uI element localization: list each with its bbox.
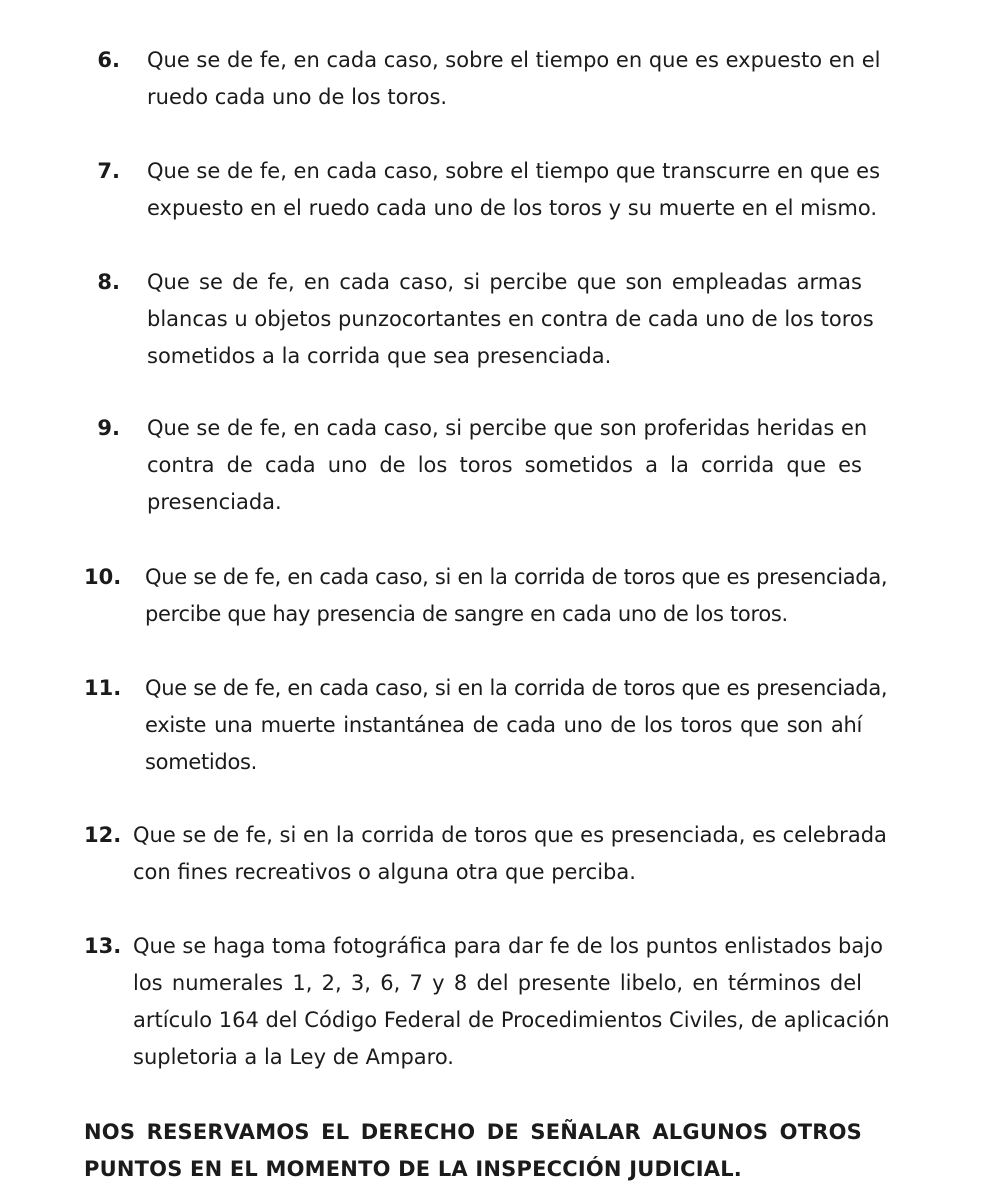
text-line: sometidos. bbox=[145, 750, 258, 774]
list-item-13 bbox=[0, 928, 992, 1076]
text-line: blancas u objetos punzocortantes en contra de cada uno de los toros bbox=[147, 307, 874, 331]
list-item-11 bbox=[0, 670, 992, 781]
text-line: Que se de fe, en cada caso, sobre el tiempo en que es expuesto en el bbox=[147, 48, 881, 72]
item-number: 7. bbox=[97, 159, 120, 183]
text-line: Que se de fe, en cada caso, si en la corrida de toros que es presenciada, bbox=[145, 676, 888, 700]
list-item-9 bbox=[0, 410, 992, 521]
text-line: Que se de fe, en cada caso, sobre el tiempo que transcurre en que es bbox=[147, 159, 881, 183]
text-line: sometidos a la corrida que sea presenciada. bbox=[147, 344, 612, 368]
item-text bbox=[147, 410, 868, 521]
list-item-7 bbox=[0, 153, 992, 227]
list-item-6 bbox=[0, 42, 992, 116]
text-line: Que se de fe, en cada caso, si percibe que son empleadas armas bbox=[147, 270, 862, 294]
item-number: 11. bbox=[84, 676, 122, 700]
item-text bbox=[133, 817, 887, 891]
text-line: Que se de fe, en cada caso, si percibe que son proferidas heridas en bbox=[147, 416, 868, 440]
text-line: percibe que hay presencia de sangre en cada uno de los toros. bbox=[145, 602, 788, 626]
text-line: Que se de fe, si en la corrida de toros que es presenciada, es celebrada bbox=[133, 823, 887, 847]
item-number: 6. bbox=[97, 48, 120, 72]
text-line: supletoria a la Ley de Amparo. bbox=[133, 1045, 454, 1069]
item-number: 12. bbox=[84, 823, 122, 847]
list-item-12 bbox=[0, 817, 992, 891]
text-line: expuesto en el ruedo cada uno de los toros y su muerte en el mismo. bbox=[147, 196, 878, 220]
item-text bbox=[133, 928, 890, 1076]
text-line: existe una muerte instantánea de cada uno de los toros que son ahí bbox=[145, 713, 862, 737]
text-line: con fines recreativos o alguna otra que perciba. bbox=[133, 860, 636, 884]
item-text bbox=[147, 153, 881, 227]
text-line: contra de cada uno de los toros sometidos a la corrida que es bbox=[147, 453, 862, 477]
item-number: 10. bbox=[84, 565, 122, 589]
item-number: 8. bbox=[97, 270, 120, 294]
closing-line: NOS RESERVAMOS EL DERECHO DE SEÑALAR ALGUNOS OTROS bbox=[84, 1120, 862, 1144]
item-number: 9. bbox=[97, 416, 120, 440]
text-line: los numerales 1, 2, 3, 6, 7 y 8 del presente libelo, en términos del bbox=[133, 971, 862, 995]
item-text bbox=[145, 670, 888, 781]
text-line: Que se haga toma fotográfica para dar fe de los puntos enlistados bajo bbox=[133, 934, 883, 958]
item-text bbox=[145, 559, 888, 633]
item-number: 13. bbox=[84, 934, 122, 958]
item-text bbox=[147, 42, 881, 116]
list-item-8 bbox=[0, 264, 992, 375]
item-text bbox=[147, 264, 874, 375]
closing-statement bbox=[84, 1114, 862, 1188]
text-line: ruedo cada uno de los toros. bbox=[147, 85, 448, 109]
list-item-10 bbox=[0, 559, 992, 633]
closing-line: PUNTOS EN EL MOMENTO DE LA INSPECCIÓN JUDICIAL. bbox=[84, 1157, 742, 1181]
text-line: presenciada. bbox=[147, 490, 282, 514]
text-line: artículo 164 del Código Federal de Procedimientos Civiles, de aplicación bbox=[133, 1008, 890, 1032]
text-line: Que se de fe, en cada caso, si en la corrida de toros que es presenciada, bbox=[145, 565, 888, 589]
